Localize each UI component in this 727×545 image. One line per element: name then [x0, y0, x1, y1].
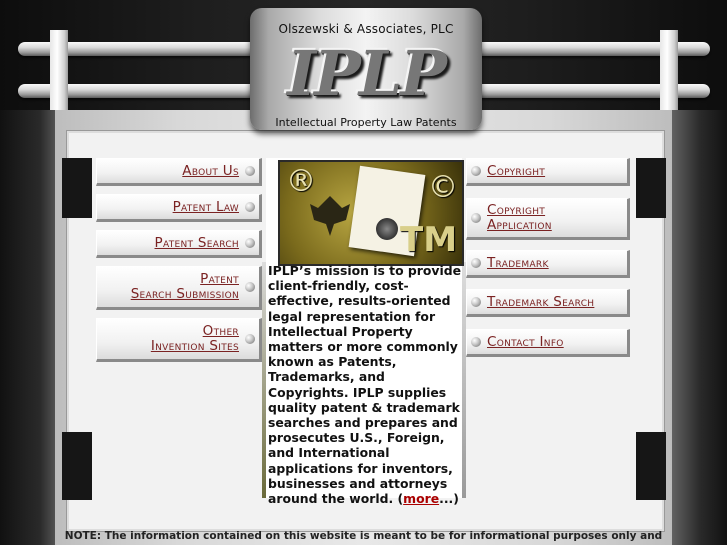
more-link[interactable]: more — [403, 491, 440, 507]
bullet-icon — [471, 213, 481, 223]
bullet-icon — [471, 337, 481, 347]
bullet-icon — [245, 238, 255, 248]
decor-block — [636, 158, 666, 218]
nav-label-line: Invention Sites — [150, 338, 239, 354]
mission-text: IPLP’s mission is to provide client-friendly, cost-effective, results-oriented legal representation for Intellectual Property matters or more commonly known as Patents, Trademarks, and Copyrights. IPLP supplies quality patent & trademark searches and prepares and prosecutes U.S., Foreign, and International applications for inventors, businesses and attorneys around the world. ( — [268, 263, 461, 507]
nav-about-us[interactable] — [96, 158, 262, 186]
nav-label-line: Other — [202, 323, 239, 339]
nav-trademark-label: Trademark — [487, 254, 549, 271]
trademark-icon: TM — [400, 220, 458, 260]
nav-copyright-application-label — [487, 203, 552, 233]
copyright-icon: © — [428, 170, 458, 205]
nav-patent-search[interactable] — [96, 230, 262, 258]
nav-trademark-search-label: Trademark Search — [487, 293, 595, 310]
decor-block — [62, 432, 92, 500]
bullet-icon — [245, 202, 255, 212]
nav-trademark-search[interactable] — [466, 289, 630, 317]
nav-other-invention-sites-label — [151, 324, 239, 354]
logo-plaque[interactable] — [250, 8, 482, 130]
nav-copyright-application[interactable] — [466, 198, 630, 240]
firm-name: Olszewski & Associates, PLC — [278, 22, 454, 36]
nav-contact-info-label: Contact Info — [487, 333, 564, 350]
nav-patent-search-submission[interactable] — [96, 266, 262, 310]
decor-strip — [262, 262, 266, 498]
nav-patent-search-label: Patent Search — [154, 234, 239, 251]
tagline: Intellectual Property Law Patents — [275, 116, 457, 129]
nav-label-line: Patent — [200, 271, 239, 287]
registered-icon: ® — [286, 164, 316, 199]
nav-copyright-label: Copyright — [487, 162, 546, 179]
nav-copyright[interactable] — [466, 158, 630, 186]
bullet-icon — [471, 166, 481, 176]
nav-label-line: Copyright — [487, 202, 546, 218]
bullet-icon — [245, 282, 255, 292]
bullet-icon — [245, 166, 255, 176]
mission-suffix: ...) — [439, 491, 459, 507]
nav-other-invention-sites[interactable] — [96, 318, 262, 362]
bullet-icon — [245, 334, 255, 344]
decor-block — [636, 432, 666, 500]
bullet-icon — [471, 258, 481, 268]
nav-contact-info[interactable] — [466, 329, 630, 357]
nav-label-line: Application — [487, 217, 552, 233]
nav-trademark[interactable] — [466, 250, 630, 278]
nav-patent-law[interactable] — [96, 194, 262, 222]
disclaimer-note: NOTE: The information contained on this website is meant to be for informational purposes only and — [64, 530, 663, 542]
iplp-logo: IPLP — [287, 37, 445, 110]
decor-pillar-left — [50, 30, 68, 110]
nav-patent-law-label: Patent Law — [172, 198, 239, 215]
seal-icon — [376, 218, 398, 240]
eagle-icon — [310, 196, 350, 236]
decor-block — [62, 158, 92, 218]
bullet-icon — [471, 297, 481, 307]
nav-label-line: Search Submission — [130, 286, 239, 302]
nav-patent-search-submission-label — [131, 272, 239, 302]
mission-statement — [268, 263, 462, 506]
ip-emblem-image — [278, 160, 464, 266]
decor-pillar-right — [660, 30, 678, 110]
nav-about-us-label: About Us — [182, 162, 239, 179]
